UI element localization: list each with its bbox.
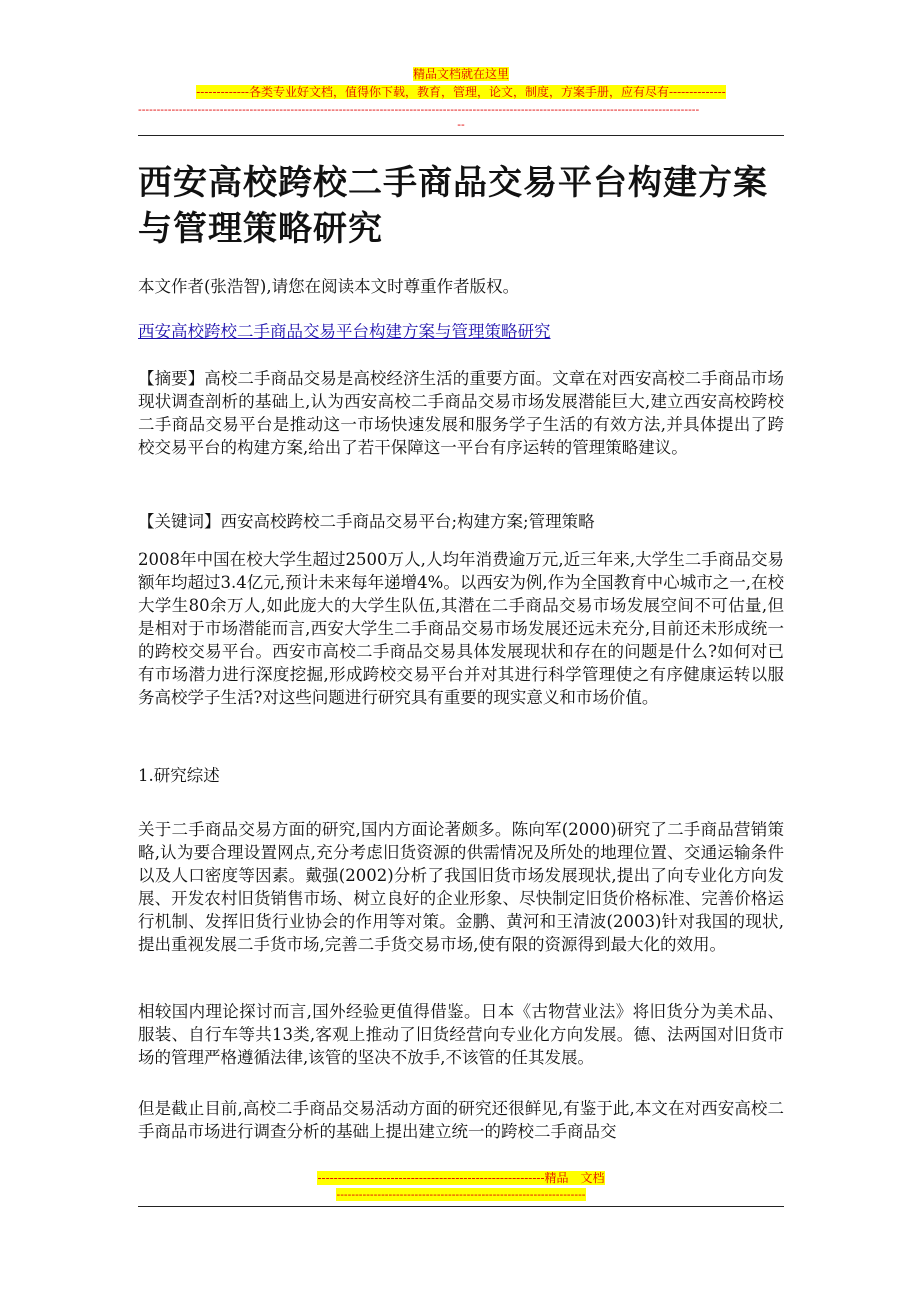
body-paragraph: 但是截止目前,高校二手商品交易活动方面的研究还很鲜见,有鉴于此,本文在对西安高校二手商品市场进行调查分析的基础上提出建立统一的跨校二手商品交 <box>138 1099 784 1141</box>
section-heading: 1.研究综述 <box>138 766 220 785</box>
footer-dash-line: ------------------------------------------------------------------- <box>336 1188 586 1201</box>
abstract-paragraph: 【摘要】高校二手商品交易是高校经济生活的重要方面。文章在对西安高校二手商品市场现状调查剖析的基础上,认为西安高校二手商品交易市场发展潜能巨大,建立西安高校跨校二手商品交易平台是推动这一市场快速发展和服务学子生活的有效方法,并具体提出了跨校交易平台的构建方案,给出了若干保障这一平台有序运转的管理策略建议。 <box>138 369 784 457</box>
header-dash-tail: -- <box>457 118 465 131</box>
title-link[interactable]: 西安高校跨校二手商品交易平台构建方案与管理策略研究 <box>138 322 551 341</box>
header-banner-slogan: -------------各类专业好文档，值得你下载，教育，管理，论文，制度，方案手册，应有尽有-------------- <box>196 85 726 99</box>
document-title: 西安高校跨校二手商品交易平台构建方案与管理策略研究 <box>138 163 768 249</box>
footer-banner-title: --------------------------------------------------------精品 文档 <box>317 1171 605 1185</box>
header-rule <box>138 135 784 136</box>
body-paragraph: 相较国内理论探讨而言,国外经验更值得借鉴。日本《古物营业法》将旧货分为美术品、服装、自行车等共13类,客观上推动了旧货经营向专业化方向发展。德、法两国对旧货市场的管理严格遵循法律,该管的坚决不放手,不该管的任其发展。 <box>138 1002 784 1067</box>
footer-rule <box>138 1206 784 1207</box>
header-dash-line: ------------------------------------------------------------------------------------------------------------------------------------------------------- <box>138 103 700 116</box>
keywords-paragraph: 【关键词】西安高校跨校二手商品交易平台;构建方案;管理策略 <box>138 512 595 531</box>
body-paragraph: 关于二手商品交易方面的研究,国内方面论著颇多。陈向军(2000)研究了二手商品营销策略,认为要合理设置网点,充分考虑旧货资源的供需情况及所处的地理位置、交通运输条件以及人口密度等因素。戴强(2002)分析了我国旧货市场发展现状,提出了向专业化方向发展、开发农村旧货销售市场、树立良好的企业形象、尽快制定旧货价格标准、完善价格运行机制、发挥旧货行业协会的作用等对策。金鹏、黄河和王清波(2003)针对我国的现状,提出重视发展二手货市场,完善二手货交易市场,使有限的资源得到最大化的效用。 <box>138 820 784 954</box>
intro-paragraph: 2008年中国在校大学生超过2500万人,人均年消费逾万元,近三年来,大学生二手商品交易额年均超过3.4亿元,预计未来每年递增4%。以西安为例,作为全国教育中心城市之一,在校大学生80余万人,如此庞大的大学生队伍,其潜在二手商品交易市场发展空间不可估量,但是相对于市场潜能而言,西安大学生二手商品交易市场发展还远未充分,目前还未形成统一的跨校交易平台。西安市高校二手商品交易具体发展现状和存在的问题是什么?如何对已有市场潜力进行深度挖掘,形成跨校交易平台并对其进行科学管理使之有序健康运转以服务高校学子生活?对这些问题进行研究具有重要的现实意义和市场价值。 <box>138 550 784 707</box>
author-note: 本文作者(张浩智),请您在阅读本文时尊重作者版权。 <box>138 277 520 296</box>
header-banner-title: 精品文档就在这里 <box>412 67 509 81</box>
document-page <box>138 0 784 1302</box>
